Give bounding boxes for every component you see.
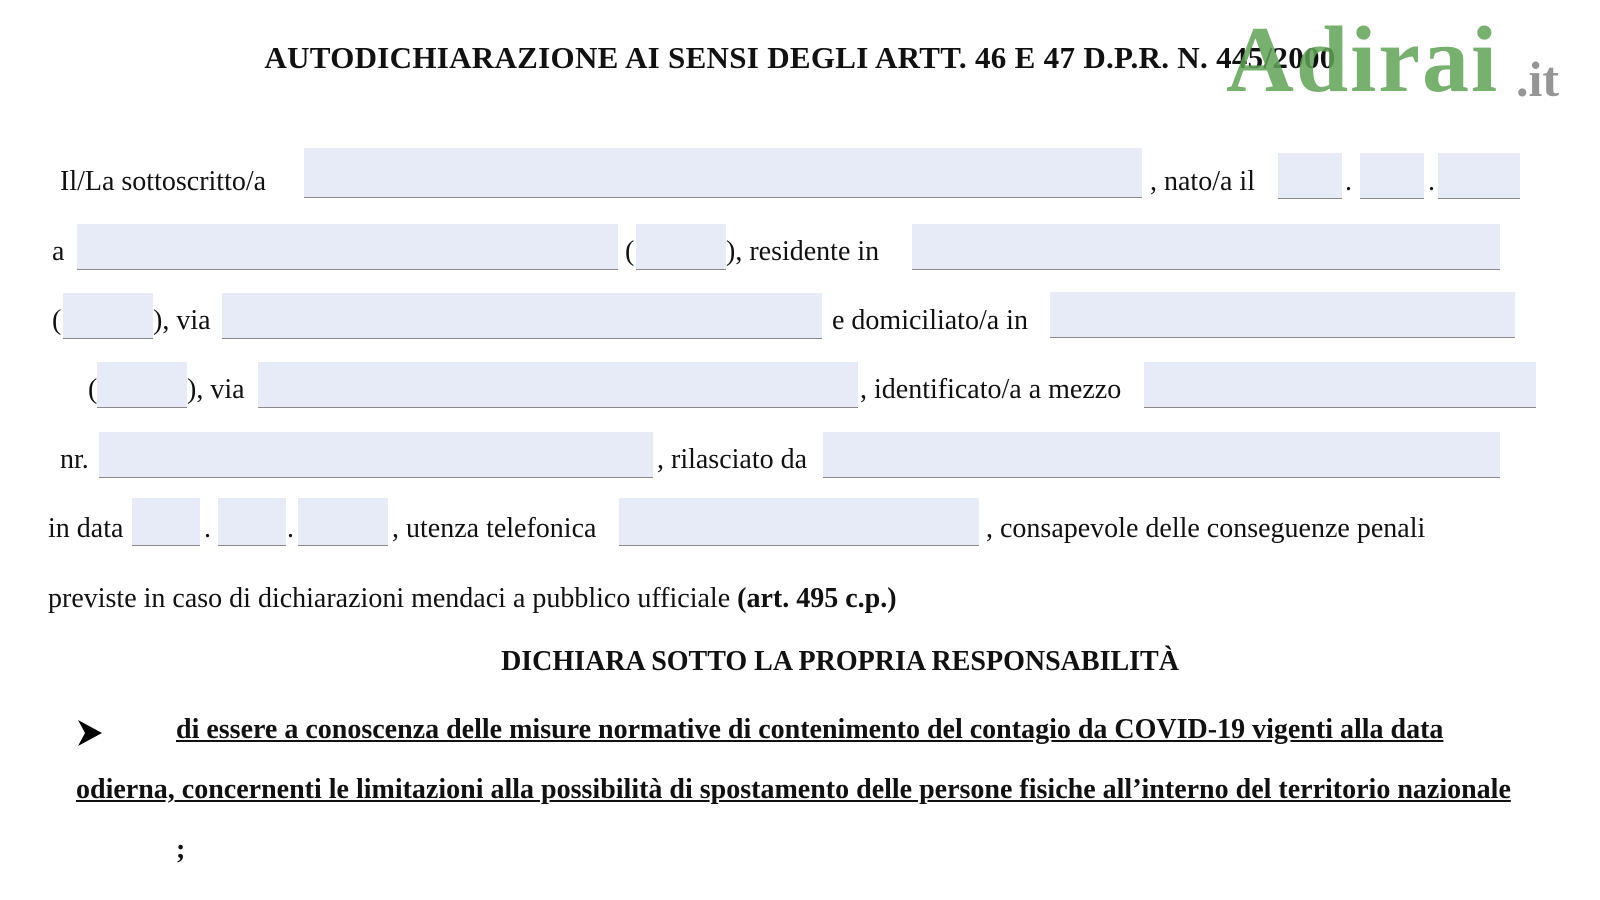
watermark-tld: .it [1516,51,1560,107]
label-false-statements [48,583,897,615]
field-birth-month[interactable] [1360,153,1424,199]
declaration-body: di essere a conoscenza delle misure normative di contenimento del contagio da COVID-19 vigenti alla data odierna, concernenti le limitazioni alla possibilità di spostamento delle persone fisiche all’interno del territorio nazionale [76,714,1511,805]
label-on-date: in data [48,513,124,544]
label-identified-by: , identificato/a a mezzo [860,374,1122,405]
label-via: ), via [153,305,211,336]
field-id-number[interactable] [99,432,653,478]
label-aware-penalties: , consapevole delle conseguenze penali [986,513,1426,544]
article-reference: (art. 495 c.p.) [737,583,897,614]
declaration-text [76,700,1536,880]
label-born-on: , nato/a il [1150,166,1255,197]
label-resident-in: ), residente in [726,236,880,267]
field-residence-province[interactable] [63,293,153,339]
label-domiciled-in: e domiciliato/a in [832,305,1028,336]
dot-separator: . [204,513,211,544]
field-birth-province[interactable] [636,224,726,270]
field-full-name[interactable] [304,148,1142,198]
field-birth-day[interactable] [1278,153,1342,199]
label-phone: , utenza telefonica [392,513,597,544]
paren-open: ( [625,236,635,267]
field-issue-day[interactable] [132,498,200,546]
declaration-heading: DICHIARA SOTTO LA PROPRIA RESPONSABILITÀ [501,646,1179,677]
declaration-end: ; [176,834,186,865]
dot-separator: . [1428,166,1435,197]
dot-separator: . [1345,166,1352,197]
field-domicile-province[interactable] [97,362,187,408]
field-residence-city[interactable] [912,224,1500,270]
paren-open: ( [52,305,62,336]
field-issue-month[interactable] [218,498,286,546]
label-undersigned: Il/La sottoscritto/a [60,166,267,197]
field-id-document[interactable] [1144,362,1536,408]
paren-open: ( [88,374,98,405]
document-title: AUTODICHIARAZIONE AI SENSI DEGLI ARTT. 46 E 47 D.P.R. N. 445/2000 [264,40,1336,75]
label-number: nr. [60,444,89,475]
dot-separator: . [287,513,294,544]
field-phone[interactable] [619,498,979,546]
field-issue-year[interactable] [298,498,388,546]
field-domicile-city[interactable] [1050,292,1515,338]
label-born-in: a [52,236,65,267]
field-domicile-street[interactable] [258,362,858,408]
field-birth-place[interactable] [77,224,618,270]
false-statements-text: previste in caso di dichiarazioni mendaci a pubblico ufficiale [48,583,731,614]
field-birth-year[interactable] [1438,153,1520,199]
field-residence-street[interactable] [222,293,822,339]
field-issued-by[interactable] [823,432,1500,478]
watermark-main: Adirai [1226,8,1500,112]
label-via: ), via [187,374,245,405]
label-issued-by: , rilasciato da [657,444,808,475]
